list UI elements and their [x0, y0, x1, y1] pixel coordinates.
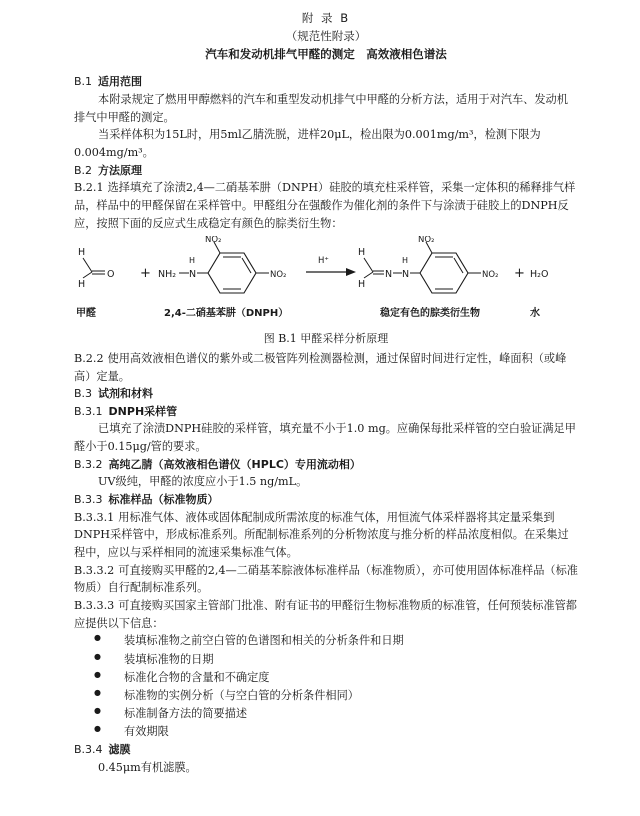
clause-number: B.3.2 — [74, 457, 103, 471]
product-h-top: H — [358, 247, 366, 259]
section-number: B.2 — [74, 163, 93, 177]
dnph-n-h: H — [189, 256, 196, 266]
clause-number: B.2.2 — [74, 351, 104, 365]
formaldehyde-o: O — [107, 269, 115, 281]
list-item: ● 装填标准物的日期 — [108, 651, 578, 669]
formaldehyde-h-top: H — [78, 247, 86, 259]
b21-paragraph — [74, 179, 578, 232]
aromatic-bond — [242, 258, 251, 273]
section-b3-heading — [74, 385, 578, 403]
appendix-label: 附 录 B — [301, 11, 351, 25]
plus-sign-1: + — [140, 266, 151, 282]
product-n1: N — [385, 269, 393, 281]
figure-caption: 图 B.1 甲醛采样分析原理 — [263, 332, 389, 346]
plus-sign-2: + — [514, 266, 525, 282]
b32-paragraph: UV级纯，甲醛的浓度应小于1.5 ng/mL。 — [98, 475, 308, 489]
dnph-no2-right: NO₂ — [270, 270, 287, 281]
b33-heading — [74, 491, 578, 509]
bond-line — [364, 272, 373, 278]
clause-number: B.3.1 — [74, 404, 103, 418]
label-product: 稳定有色的腙类衍生物 — [380, 308, 480, 320]
formaldehyde-h-bottom: H — [78, 279, 86, 291]
clause-text: 可直接购买甲醛的2,4—二硝基苯腙液体标准样品（标准物质），亦可使用固体标准样品（标准物质）自行配制标准系列。 — [74, 563, 578, 595]
list-item: ● 装填标准物之前空白管的色谱图和相关的分析条件和日期 — [108, 632, 578, 650]
benzene-ring-left — [208, 253, 256, 293]
b22-paragraph — [74, 350, 578, 385]
product-no2-top: NO₂ — [418, 236, 435, 246]
appendix-title: 汽车和发动机排气甲醛的测定 高效液相色谱法 — [205, 46, 447, 61]
clause-title: DNPH采样管 — [108, 404, 178, 418]
clause-title: 滤膜 — [108, 743, 131, 757]
clause-number: B.2.1 — [74, 181, 104, 195]
b34-paragraph: 0.45μm有机滤膜。 — [98, 760, 197, 774]
list-item: ● 标准物的实例分析（与空白管的分析条件相同） — [108, 687, 578, 705]
clause-number: B.3.3.1 — [74, 510, 115, 524]
reaction-diagram — [74, 236, 578, 324]
b1-paragraph-2: 当采样体积为15L时，用5ml乙腈洗脱，进样20μL，检出限为0.001mg/m³，检测下限为0.004mg/m³。 — [74, 128, 541, 160]
section-title: 试剂和材料 — [98, 387, 154, 401]
b34-heading — [74, 741, 578, 759]
label-water: 水 — [530, 308, 540, 320]
bond-line — [83, 272, 92, 278]
aromatic-bond — [454, 258, 463, 273]
reaction-arrow-head — [346, 268, 356, 276]
list-item: ● 有效期限 — [108, 723, 578, 741]
dnph-nh2: NH₂ — [158, 269, 177, 281]
bond-line — [83, 258, 92, 272]
section-b1-heading — [74, 73, 578, 91]
section-number: B.3 — [74, 387, 93, 401]
clause-text: 可直接购买国家主管部门批准、附有证书的甲醛衍生物标准物质的标准管，任何预装标准管都应提供以下信息： — [74, 599, 577, 630]
b31-heading — [74, 403, 578, 421]
clause-number: B.3.3.2 — [74, 563, 115, 577]
section-number: B.1 — [74, 75, 93, 89]
dnph-no2-top: NO₂ — [205, 236, 222, 246]
b333-paragraph — [74, 597, 578, 632]
section-b2-heading — [74, 162, 578, 180]
label-dnph: 2,4-二硝基苯肼（DNPH） — [164, 308, 289, 320]
b332-paragraph — [74, 562, 578, 597]
clause-number: B.3.3 — [74, 493, 103, 507]
requirements-list — [74, 632, 578, 741]
reaction-scheme — [74, 236, 578, 324]
product-no2-right: NO₂ — [482, 270, 499, 281]
product-n-h: H — [402, 256, 409, 266]
clause-title: 高纯乙腈（高效液相色谱仪（HPLC）专用流动相） — [108, 457, 361, 471]
dnph-n: N — [189, 269, 197, 281]
section-title: 方法原理 — [98, 163, 143, 177]
product-h-bottom: H — [358, 279, 366, 291]
bond-line — [364, 258, 373, 272]
product-n2: N — [402, 269, 410, 281]
b331-paragraph — [74, 509, 578, 562]
normative-label: （规范性附录） — [285, 28, 367, 43]
clause-text: 使用高效液相色谱仪的紫外或二极管阵列检测器检测，通过保留时间进行定性，峰面积（或峰高）定量。 — [74, 351, 567, 383]
clause-number: B.3.4 — [74, 743, 103, 757]
water-formula: H₂O — [530, 269, 549, 281]
list-item: ● 标准化合物的含量和不确定度 — [108, 669, 578, 687]
list-item: ● 标准制备方法的简要描述 — [108, 705, 578, 723]
section-title: 适用范围 — [98, 75, 143, 89]
clause-text: 选择填充了涂渍2,4—二硝基苯肼（DNPH）硅胶的填充柱采样管，采集一定体积的稀释排气样品，样品中的甲醛保留在采样管中。甲醛组分在强酸作为催化剂的条件下与涂渍于硅胶上的DNPH反应，按照下面的反应式生成稳定有颜色的腙类衍生物： — [74, 181, 576, 230]
b32-heading — [74, 456, 578, 474]
clause-text: 用标准气体、液体或固体配制成所需浓度的标准气体，用恒流气体采样器将其定量采集到DNPH采样管中，形成标准系列。所配制标准系列的分析物浓度与推分析的样品浓度相似。在采集过程中，应以与采样相同的流速采集标准气体。 — [74, 510, 569, 559]
clause-title: 标准样品（标准物质） — [108, 493, 219, 507]
clause-number: B.3.3.3 — [74, 599, 115, 613]
catalyst-label: H⁺ — [318, 256, 329, 267]
label-formaldehyde: 甲醛 — [76, 308, 96, 320]
benzene-ring-right — [420, 253, 468, 293]
b31-paragraph: 已填充了涂渍DNPH硅胶的采样管，填充量不小于1.0 mg。应确保每批采样管的空白验证满足甲醛小于0.15μg/管的要求。 — [74, 422, 576, 454]
b1-paragraph-1: 本附录规定了燃用甲醇燃料的汽车和重型发动机排气中甲醛的分析方法，适用于对汽车、发动机排气中甲醛的测定。 — [74, 93, 568, 124]
